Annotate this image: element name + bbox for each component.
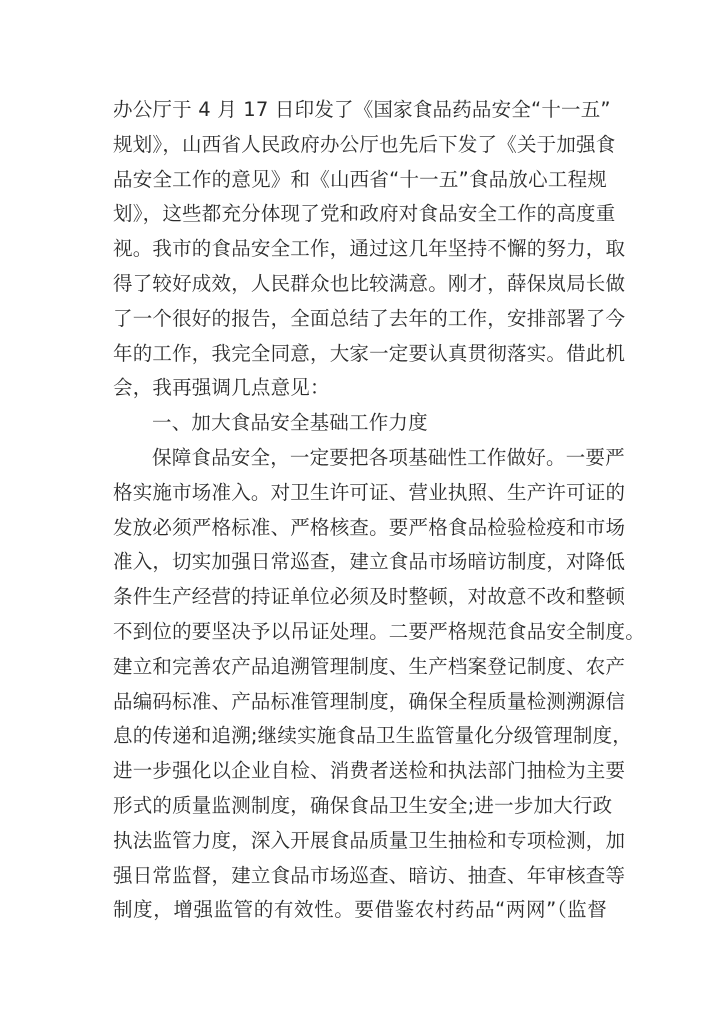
text-line: 年的工作，我完全同意，大家一定要认真贯彻落实。借此机 (113, 341, 626, 365)
text-line: 品编码标准、产品标准管理制度，确保全程质量检测溯源信 (113, 689, 626, 713)
text-line: 制度，增强监管的有效性。要借鉴农村药品“两网”（监督 (113, 898, 607, 922)
paragraph-intro (113, 93, 626, 406)
text-line: 执法监管力度，深入开展食品质量卫生抽检和专项检测，加 (113, 828, 626, 852)
document-body (113, 93, 645, 928)
text-line: 办公厅于 4 月 17 日印发了《国家食品药品安全“十一五” (113, 98, 611, 121)
text-line: 品安全工作的意见》和《山西省“十一五”食品放心工程规 (113, 167, 607, 191)
text-line: 划》，这些都充分体现了党和政府对食品安全工作的高度重 (113, 202, 616, 226)
paragraph-foundation (113, 441, 645, 928)
text-line: 得了较好成效，人民群众也比较满意。刚才，薛保岚局长做 (113, 271, 626, 295)
section-heading: 一、加大食品安全基础工作力度 (152, 411, 428, 435)
text-line: 规划》，山西省人民政府办公厅也先后下发了《关于加强食 (113, 132, 616, 156)
text-line: 发放必须严格标准、严格核查。要严格食品检验检疫和市场 (113, 515, 626, 539)
text-line: 条件生产经营的持证单位必须及时整顿，对故意不改和整顿 (113, 585, 626, 609)
text-line: 进一步强化以企业自检、消费者送检和执法部门抽检为主要 (113, 759, 626, 783)
text-line: 形式的质量监测制度，确保食品卫生安全;进一步加大行政 (113, 793, 613, 817)
text-line: 保障食品安全，一定要把各项基础性工作做好。一要严 (152, 445, 625, 469)
text-line: 建立和完善农产品追溯管理制度、生产档案登记制度、农产 (113, 654, 626, 678)
text-line: 息的传递和追溯;继续实施食品卫生监管量化分级管理制度， (113, 724, 632, 748)
text-line: 强日常监督，建立食品市场巡查、暗访、抽查、年审核查等 (113, 863, 626, 887)
text-line: 会，我再强调几点意见： (113, 376, 330, 400)
text-line: 了一个很好的报告，全面总结了去年的工作，安排部署了今 (113, 306, 626, 330)
text-line: 不到位的要坚决予以吊证处理。二要严格规范食品安全制度。 (113, 619, 645, 643)
text-line: 视。我市的食品安全工作，通过这几年坚持不懈的努力，取 (113, 237, 626, 261)
text-line: 格实施市场准入。对卫生许可证、营业执照、生产许可证的 (113, 480, 626, 504)
text-line: 准入，切实加强日常巡查，建立食品市场暗访制度，对降低 (113, 550, 626, 574)
